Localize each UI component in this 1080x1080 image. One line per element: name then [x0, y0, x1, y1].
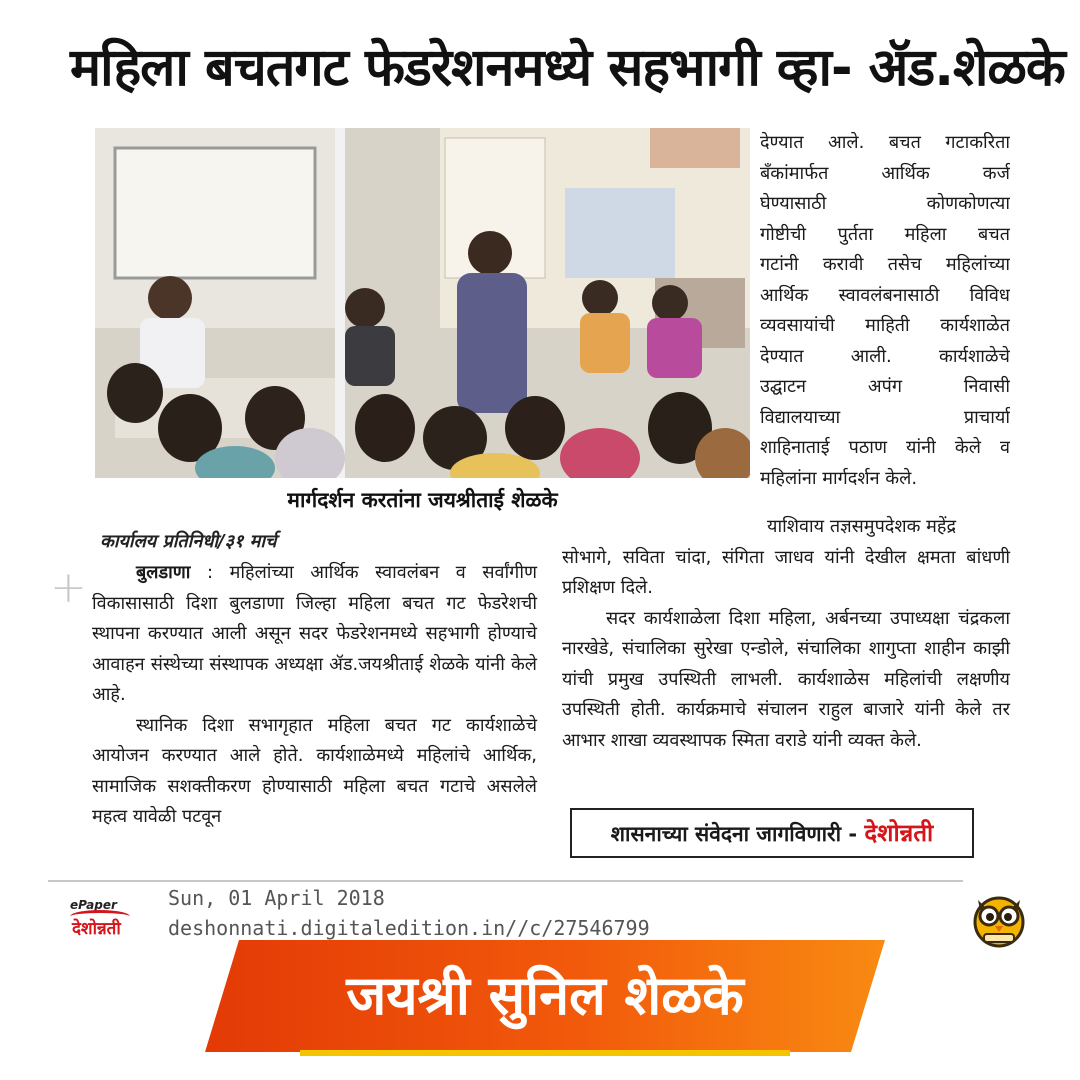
owl-mascot-icon [968, 886, 1030, 948]
text-line: उद्घाटन अपंग निवासी [760, 376, 1010, 397]
text-line: देण्यात आली. कार्यशाळेचे [760, 345, 1010, 367]
text-line: गटांनी करावी तसेच महिलांच्या [760, 254, 1010, 275]
dateline: कार्यालय प्रतिनिधी/३१ मार्च [100, 531, 277, 552]
place-name: बुलडाणा [136, 562, 191, 583]
banner-name: जयश्री सुनिल शेळके [346, 964, 744, 1027]
text-line: महिलांना मार्गदर्शन केले. [760, 467, 918, 489]
slogan-box [570, 808, 974, 858]
source-url[interactable]: deshonnati.digitaledition.in//c/27546799 [168, 916, 650, 940]
text-line: व्यवसायांची माहिती कार्यशाळेत [760, 315, 1010, 336]
text-line: घेण्यासाठी कोणकोणत्या [760, 193, 1010, 214]
text-line: गोष्टीची पुर्तता महिला बचत [760, 223, 1010, 245]
brand-name: देशोन्नती [864, 819, 934, 847]
plus-icon: + [50, 562, 87, 613]
paragraph: सोभागे, सविता चांदा, संगिता जाधव यांनी देखील क्षमता बांधणी प्रशिक्षण दिले. [562, 546, 1010, 598]
news-photo [95, 128, 750, 478]
right-column-top [760, 128, 1010, 538]
text-line: विद्यालयाच्या प्राचार्या [760, 406, 1010, 428]
text-line: देण्यात आले. बचत गटाकरिता [760, 132, 1010, 153]
headline: महिला बचतगट फेडरेशनमध्ये सहभागी व्हा- ॲड.शेळके [70, 38, 1065, 98]
left-column [92, 558, 537, 873]
text-line: शाहिनाताई पठाण यांनी केले व [760, 437, 1010, 458]
paragraph: स्थानिक दिशा सभागृहात महिला बचत गट कार्यशाळेचे आयोजन करण्यात आले होते. कार्यशाळेमध्ये महिलांचे आर्थिक, सामाजिक सशक्तीकरण होण्यासाठी महिला बचत गटाचे असलेले महत्व यावेळी पटवून [92, 714, 537, 827]
divider [48, 880, 963, 882]
photo-caption: मार्गदर्शन करतांना जयश्रीताई शेळके [287, 488, 558, 512]
text-line: बँकांमार्फत आर्थिक कर्ज [760, 162, 1010, 184]
publish-date: Sun, 01 April 2018 [168, 886, 385, 910]
paragraph-text: : महिलांच्या आर्थिक स्वावलंबन व सर्वांगीण विकासासाठी दिशा बुलडाणा जिल्हा महिला बचत गट फेडरेशची स्थापना करण्यात आली असून सदर फेडरेशनमध्ये सहभागी होण्याचे आवाहन संस्थेच्या संस्थापक अध्यक्षा ॲड.जयश्रीताई शेळके यांनी केले आहे. [92, 562, 537, 705]
logo-epaper-text: ePaper [70, 898, 117, 912]
paragraph-lead: याशिवाय तज्ञसमुपदेशक महेंद्र [767, 516, 957, 537]
paragraph [92, 558, 537, 711]
slogan-text: शासनाच्या संवेदना जागविणारी - [610, 822, 865, 846]
epaper-logo [62, 896, 154, 944]
banner-underline [300, 1050, 790, 1056]
text-line: आर्थिक स्वावलंबनासाठी विविध [760, 284, 1010, 306]
logo-brand-text: देशोन्नती [72, 919, 121, 939]
right-column-bottom [562, 512, 1010, 802]
paragraph: सदर कार्यशाळेला दिशा महिला, अर्बनच्या उपाध्यक्षा चंद्रकला नारखेडे, संचालिका सुरेखा एन्डोले, संचालिका शागुप्ता शाहीन काझी यांची प्रमुख उपस्थिती लाभली. कार्यशाळेस महिलांची लक्षणीय उपस्थिती होती. कार्यक्रमाचे संचालन राहुल बाजारे यांनी केले तर आभार शाखा व्यवस्थापक स्मिता वराडे यांनी व्यक्त केले. [562, 607, 1010, 751]
